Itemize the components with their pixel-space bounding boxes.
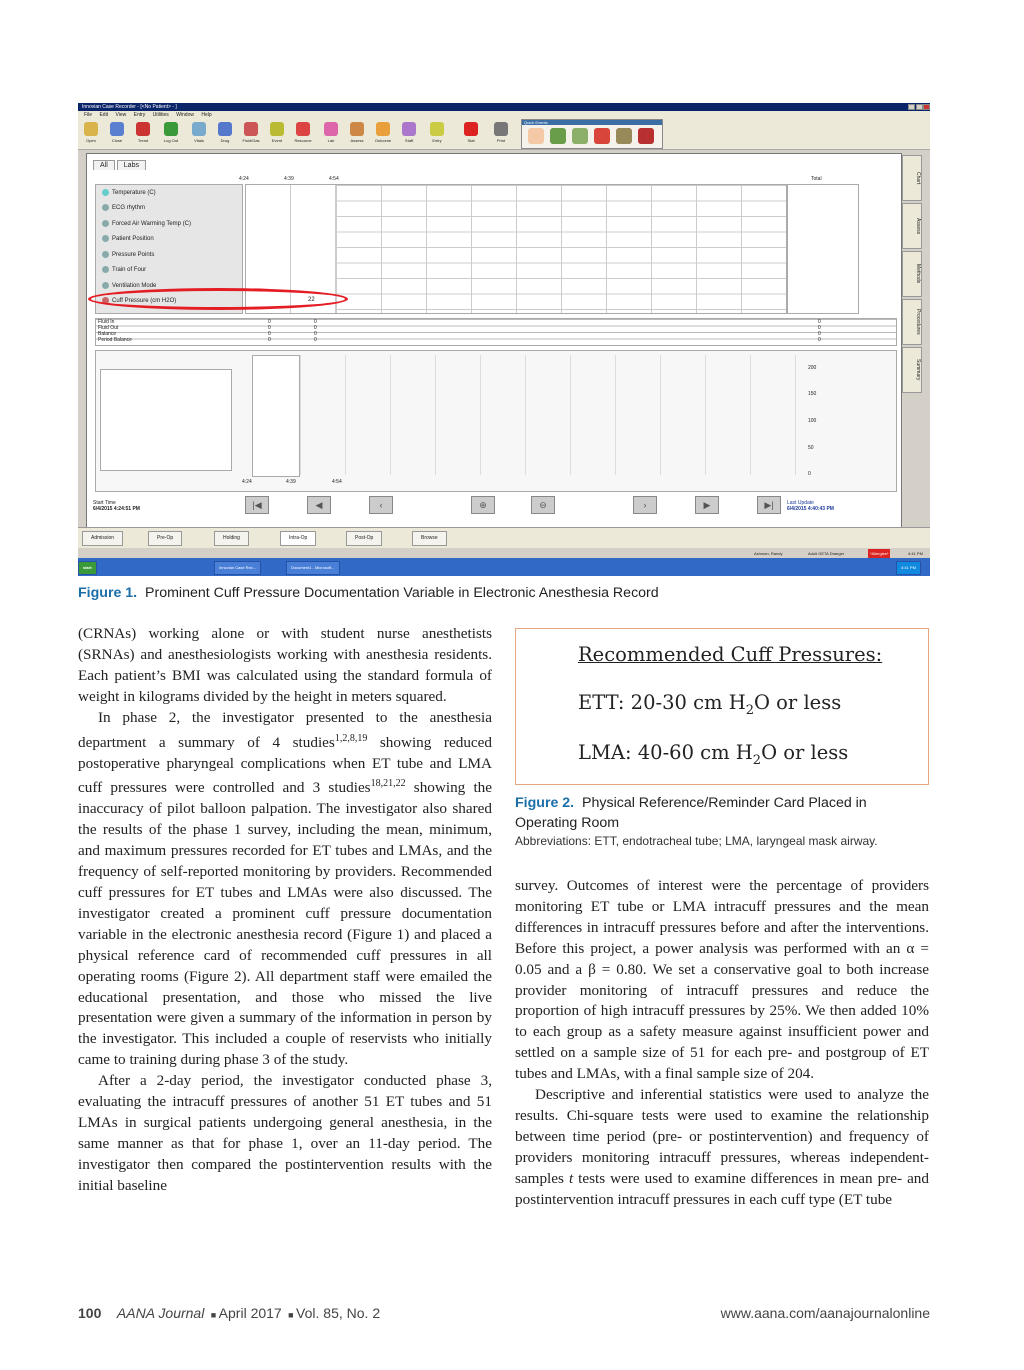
quick-events-title: Quick Events (522, 120, 662, 125)
assess-icon (350, 122, 364, 136)
status-bar (78, 549, 930, 558)
bed-icon (550, 128, 566, 144)
person-icon (528, 128, 544, 144)
paragraph: After a 2-day period, the investigator conducted phase 3, evaluating the intracuff pressures of another 51 ET tubes and 51 LMAs in surgical patients undergoing general anesthesia, in the same manner as that for phase 1, over an 11-day period. The investigator then compared the postintervention results with the initial baseline (78, 1072, 492, 1194)
open-icon (84, 122, 98, 136)
status-icon (102, 266, 109, 273)
figure-1-caption-text: Prominent Cuff Pressure Documentation Variable in Electronic Anesthesia Record (145, 585, 659, 601)
menu-help: Help (201, 112, 212, 118)
tab-chart[interactable]: Chart (902, 155, 922, 201)
status-icon (102, 204, 109, 211)
time-footer-1: 4:24 (242, 479, 252, 485)
stat-icon (464, 122, 478, 136)
maximize-icon (916, 104, 923, 110)
allergies-badge: *Allergies* (870, 551, 889, 556)
page-number: 100 (78, 1305, 102, 1321)
vitals-icon (192, 122, 206, 136)
resource-icon (296, 122, 310, 136)
window-title: Innovian Case Recorder - [<No Patient> - ] (78, 103, 930, 111)
minimize-icon (908, 104, 915, 110)
close-case-icon (110, 122, 124, 136)
stop-icon (638, 128, 654, 144)
toolbar-logout: Log Out (158, 121, 184, 147)
phase-intraop[interactable]: Intra-Op (280, 531, 316, 546)
menu-entry: Entry (133, 112, 146, 118)
journal-url[interactable]: www.aana.com/aanajournalonline (720, 1305, 930, 1321)
fluid-balance-table (95, 318, 897, 346)
total-header: Total (811, 176, 822, 182)
list-item[interactable]: Ventilation Mode (102, 280, 156, 292)
figure-2-caption (515, 793, 929, 833)
phase-preop[interactable]: Pre-Op (148, 531, 182, 546)
menu-file: File (84, 112, 93, 118)
time-footer-2: 4:39 (286, 479, 296, 485)
tube-icon (616, 128, 632, 144)
toolbar-fluidgas: Fluid/Gas (238, 121, 264, 147)
card-lma: LMA: 40-60 cm $H_2O$ or less (578, 741, 849, 768)
next-page-button[interactable]: ▶ (695, 496, 719, 514)
page-footer: 100 AANA Journal ■ April 2017 ■ Vol. 85, No. 2 (78, 1305, 381, 1321)
trend-icon (136, 122, 150, 136)
card-ett: ETT: 20-30 cm $H_2O$ or less (578, 691, 842, 718)
chart-tabs (93, 160, 148, 172)
vitals-graph-area (95, 350, 897, 492)
close-icon (923, 104, 930, 110)
forward-button[interactable]: › (633, 496, 657, 514)
taskbar (78, 558, 930, 576)
paragraph: survey. Outcomes of interest were the percentage of providers monitoring ET tube or LMA intracuff pressures and the mean differences in intracuff pressures before and after the interventions. Before this project, a power analysis was performed with an α = 0.05 and a β = 0.80. We set a conservative goal to both increase provider monitoring of intracuff pressures and reduce the proportion of high intracuff pressures by 25%. We then added 10% to each group as a safety measure against insufficient power and settled on a sample size of 51 for each pre- and postgroup of ET tubes and LMAs, with a final sample size of 204. (515, 877, 929, 1083)
status-icon (102, 235, 109, 242)
figure-2-caption-text: Physical Reference/Reminder Card Placed in Operating Room (515, 795, 867, 831)
menu-view: View (115, 112, 127, 118)
fluid-icon (244, 122, 258, 136)
toolbar-entry: Entry (424, 121, 450, 147)
phase-bar (78, 527, 930, 548)
status-icon (102, 282, 109, 289)
highlight-oval (88, 288, 348, 310)
phase-browse[interactable]: Browse (412, 531, 447, 546)
paragraph: (CRNAs) working alone or with student nurse anesthetists (SRNAs) and anesthesiologists working with anesthesia residents. Each patient’s BMI was calculated using the standard formula of weight in kilograms divided by the height in meters squared. (78, 625, 492, 705)
phase-admission[interactable]: Admission (82, 531, 123, 546)
scale-label: 150 (808, 391, 817, 397)
logout-icon (164, 122, 178, 136)
figure-2-abbreviations: Abbreviations: ETT, endotracheal tube; LMA, laryngeal mask airway. (515, 834, 878, 848)
tab-assess[interactable]: Assess (902, 203, 922, 249)
last-page-button[interactable]: ▶| (757, 496, 781, 514)
lab-icon (324, 122, 338, 136)
status-time: 4:41 PM (908, 551, 923, 556)
graph-column (252, 355, 300, 477)
toolbar-resource: Resource (290, 121, 316, 147)
list-item[interactable]: Pressure Points (102, 249, 154, 261)
tab-methods[interactable]: Methods (902, 251, 922, 297)
figure-1-screenshot (78, 103, 930, 576)
table-row: Balance 0 0 0 (98, 331, 821, 337)
time-header-2: 4:39 (284, 176, 294, 182)
toolbar-staff: Staff (396, 121, 422, 147)
time-header-3: 4:54 (329, 176, 339, 182)
taskbar-item[interactable]: Innovian Case Rec... (214, 561, 261, 575)
phase-postop[interactable]: Post-Op (346, 531, 382, 546)
first-page-button[interactable]: |◀ (245, 496, 269, 514)
status-icon (102, 220, 109, 227)
chart-area (86, 153, 902, 543)
tab-all[interactable]: All (93, 160, 115, 170)
total-column (787, 184, 859, 314)
issue-volume: Vol. 85, No. 2 (296, 1305, 381, 1321)
toolbar-close: Close (104, 121, 130, 147)
cuff-pressure-row[interactable]: Cuff Pressure (cm H2O) (102, 295, 176, 307)
list-item[interactable]: ECG rhythm (102, 202, 145, 214)
toolbar-lab: Lab (318, 121, 344, 147)
staff-icon (402, 122, 416, 136)
table-row: Period Balance 0 0 0 (98, 337, 821, 343)
time-header-1: 4:24 (239, 176, 249, 182)
menu-window: Window (176, 112, 194, 118)
scale-label: 50 (808, 445, 814, 451)
start-time: Start Time 6/4/2015 4:24:51 PM (93, 500, 140, 512)
figure-2-label: Figure 2. (515, 795, 575, 811)
zoom-in-button[interactable]: ⊕ (471, 496, 495, 514)
cuff-pressure-value: 22 (308, 297, 315, 303)
scale-label: 100 (808, 418, 817, 424)
status-icon (102, 251, 109, 258)
syringe-icon (594, 128, 610, 144)
paragraph: In phase 2, the investigator presented to the anesthesia department a summary of 4 studies$^{1,2,8,19}$ showing reduced postoperative pharyngeal complications when ET tube and LMA cuff pressures were controlled and 3 studies$^{18,21,22}$ showing the inaccuracy of pilot balloon palpation. The investigator also shared the results of the phase 1 survey, including the mean, minimum, and maximum pressures recorded for ET tubes and LMAs, and the frequency of self-reported monitoring by providers. Recommended cuff pressures for ET tubes and LMAs were also discussed. The investigator created a prominent cuff pressure documentation variable in the electronic anesthesia record (Figure 1) and placed a physical reference card of recommended cuff pressures in all operating rooms (Figure 2). All department staff were emailed the educational presentation, and those who missed the live presentation were given a summary of the information in person by the investigator. This included a couple of reservists who initially came to training during phase 3 of the study. (78, 708, 493, 1069)
prev-page-button[interactable]: ◀ (307, 496, 331, 514)
toolbar-outcome: Outcome (370, 121, 396, 147)
graph-grid (300, 355, 800, 475)
menu-edit: Edit (99, 112, 109, 118)
tab-procedures[interactable]: Procedures (902, 299, 922, 345)
time-footer-3: 4:54 (332, 479, 342, 485)
quick-events-panel (521, 119, 663, 149)
paragraph: Descriptive and inferential statistics were used to analyze the results. Chi-square tests were used to examine the relationship between time period (pre- or postintervention) and frequency of providers monitoring intracuff pressures, whereas independent-samples t tests were used to examine differences in mean pre- and postintervention intracuff pressures in each cuff type (ET tube (515, 1086, 929, 1208)
start-button[interactable]: start (78, 561, 97, 575)
taskbar-item[interactable]: Document1 - Microsoft... (286, 561, 340, 575)
taskbar-clock: 4:41 PM (896, 561, 921, 575)
toolbar-vitals: Vitals (186, 121, 212, 147)
event-icon (270, 122, 284, 136)
list-item[interactable]: Forced Air Warming Temp (C) (102, 218, 191, 230)
status-role: Adult GETA Draeger (808, 551, 845, 556)
toolbar-print: Print (488, 121, 514, 147)
status-icon (102, 189, 109, 196)
figure-1-caption (78, 583, 930, 603)
toolbar-open: Open (78, 121, 104, 147)
toolbar-assess: Assess (344, 121, 370, 147)
card-title: Recommended Cuff Pressures: (578, 643, 883, 666)
list-item[interactable]: Train of Four (102, 264, 146, 276)
scale-label: 0 (808, 471, 811, 477)
print-icon (494, 122, 508, 136)
right-column (515, 876, 929, 1211)
toolbar-event: Event (264, 121, 290, 147)
back-button[interactable]: ‹ (369, 496, 393, 514)
toolbar-trend: Trend (130, 121, 156, 147)
menu-bar (78, 111, 930, 119)
drug-list (100, 369, 232, 471)
tab-summary[interactable]: Summary (902, 347, 922, 393)
issue-date: April 2017 (218, 1305, 282, 1321)
toolbar (78, 119, 930, 150)
drug-icon (218, 122, 232, 136)
scale-label: 200 (808, 365, 817, 371)
toolbar-stat: Stat (458, 121, 484, 147)
table-row: Fluid Out 0 0 0 (98, 325, 821, 331)
status-user: Ashman, Randy (754, 551, 783, 556)
figure-2-card (515, 628, 929, 785)
entry-icon (430, 122, 444, 136)
transfer-icon (572, 128, 588, 144)
table-row: Fluid In 0 0 0 (98, 319, 821, 325)
zoom-out-button[interactable]: ⊖ (531, 496, 555, 514)
phase-holding[interactable]: Holding (214, 531, 249, 546)
figure-1-label: Figure 1. (78, 585, 138, 601)
menu-utilities: Utilities (152, 112, 169, 118)
list-item[interactable]: Temperature (C) (102, 187, 156, 199)
list-item[interactable]: Patient Position (102, 233, 154, 245)
toolbar-drug: Drug (212, 121, 238, 147)
last-update: Last Update 6/4/2015 4:40:43 PM (787, 500, 834, 512)
outcome-icon (376, 122, 390, 136)
left-column (78, 624, 492, 1197)
journal-name: AANA Journal (116, 1305, 205, 1321)
tab-labs[interactable]: Labs (117, 160, 146, 170)
